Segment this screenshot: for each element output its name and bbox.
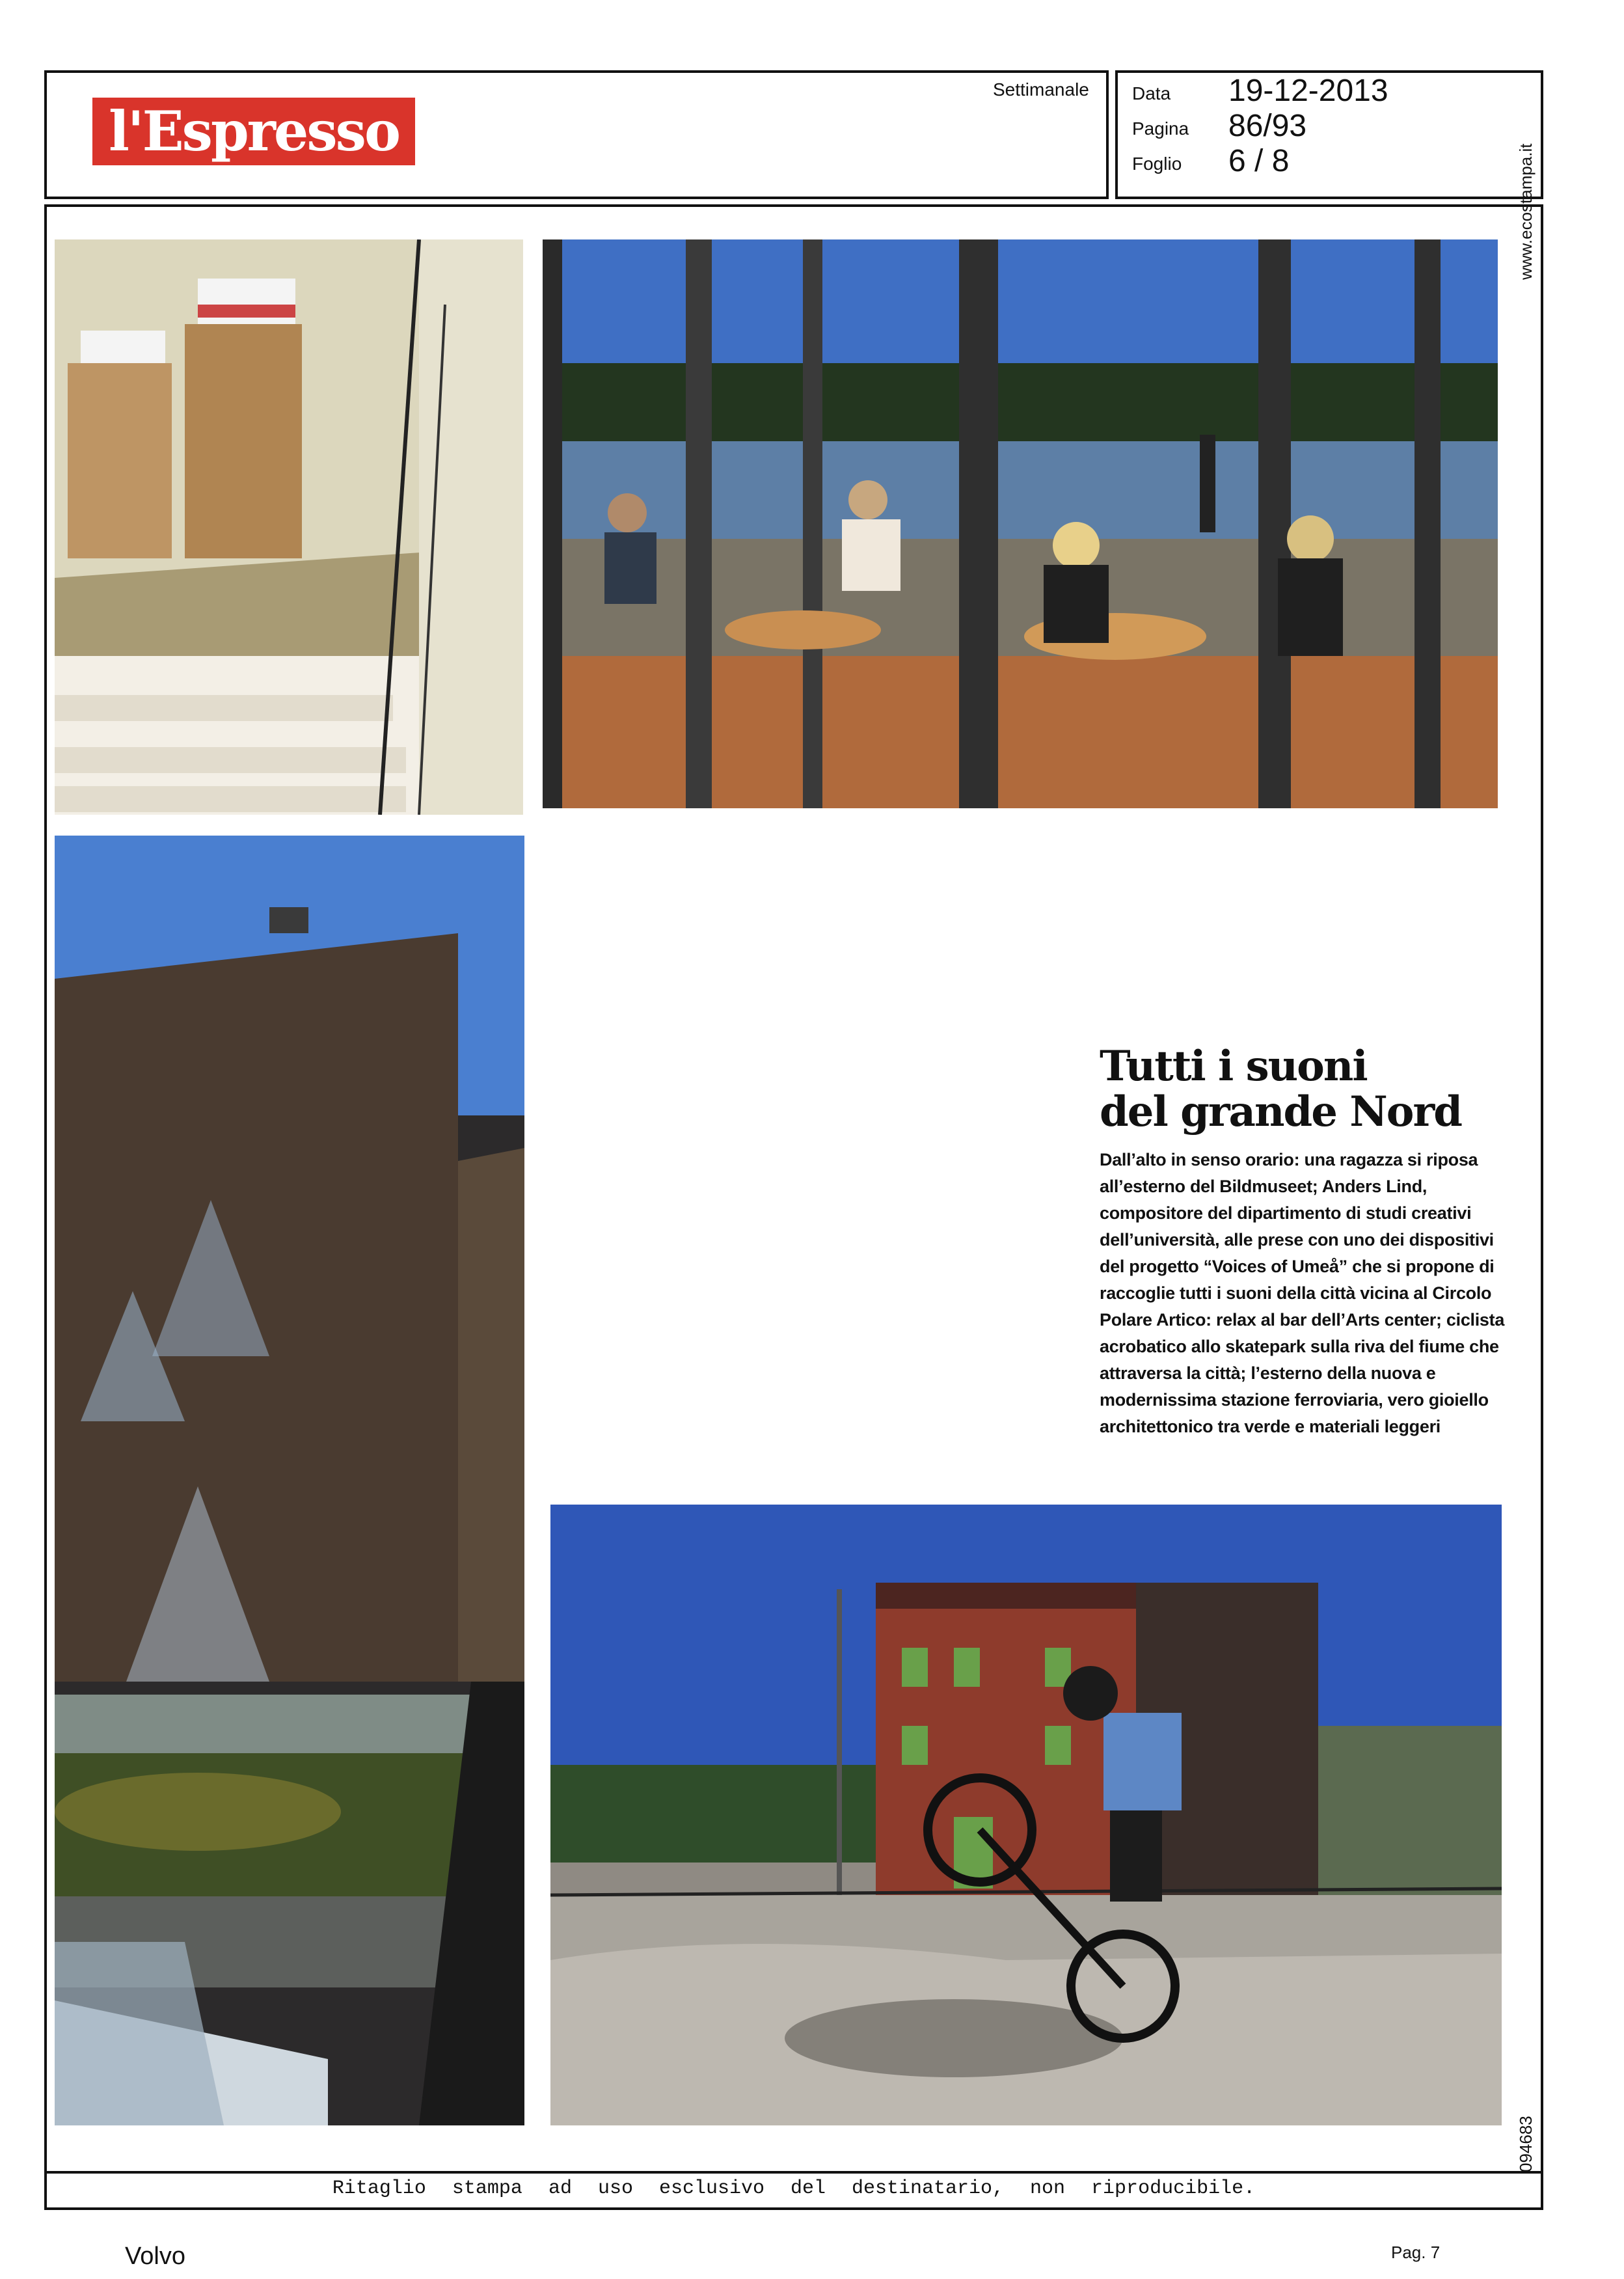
lespresso-logo: l'Espresso — [92, 98, 415, 165]
bottom-divider — [44, 2171, 1543, 2174]
footer-client: Volvo — [125, 2243, 185, 2270]
headline-line-1: Tutti i suoni — [1100, 1042, 1367, 1091]
data-label: Data — [1132, 83, 1171, 103]
frequency-label: Settimanale — [993, 79, 1089, 100]
foglio-label: Foglio — [1132, 154, 1182, 174]
foglio-value: 6 / 8 — [1228, 144, 1290, 178]
article-headline — [1100, 1044, 1516, 1135]
photo-sound-devices — [55, 239, 523, 815]
article-caption: Dall’alto in senso orario: una ragazza si riposa all’esterno del Bildmuseet; Anders Lind, compositore del dipartimento di studi creativi dell’università, alle prese con uno dei dispositivi del progetto “Voices of Umeå” che si propone di raccoglie tutti i suoni della città vicina al Circolo Polare Artico: relax al bar dell’Arts center; ciclista acrobatico allo skatepark sulla riva del fiume che attraversa la città; l’esterno della nuova e modernissima stazione ferroviaria, vero gioiello architettonico tra verde e materiali leggeri — [1100, 1150, 1505, 1436]
pagina-label: Pagina — [1132, 118, 1189, 139]
photo-skatepark-bmx — [550, 1505, 1502, 2125]
side-code: 094683 — [1516, 2116, 1536, 2172]
copyright-notice: Ritaglio stampa ad uso esclusivo del destinatario, non riproducibile. — [332, 2177, 1256, 2200]
photo-arts-center-cafe — [543, 239, 1498, 808]
side-url: www.ecostampa.it — [1516, 143, 1536, 280]
pagina-value: 86/93 — [1228, 109, 1307, 143]
headline-line-2: del grande Nord — [1100, 1087, 1461, 1136]
photo-railway-station — [55, 836, 524, 2125]
footer-page-number: Pag. 7 — [1391, 2243, 1441, 2262]
data-value: 19-12-2013 — [1228, 74, 1388, 108]
